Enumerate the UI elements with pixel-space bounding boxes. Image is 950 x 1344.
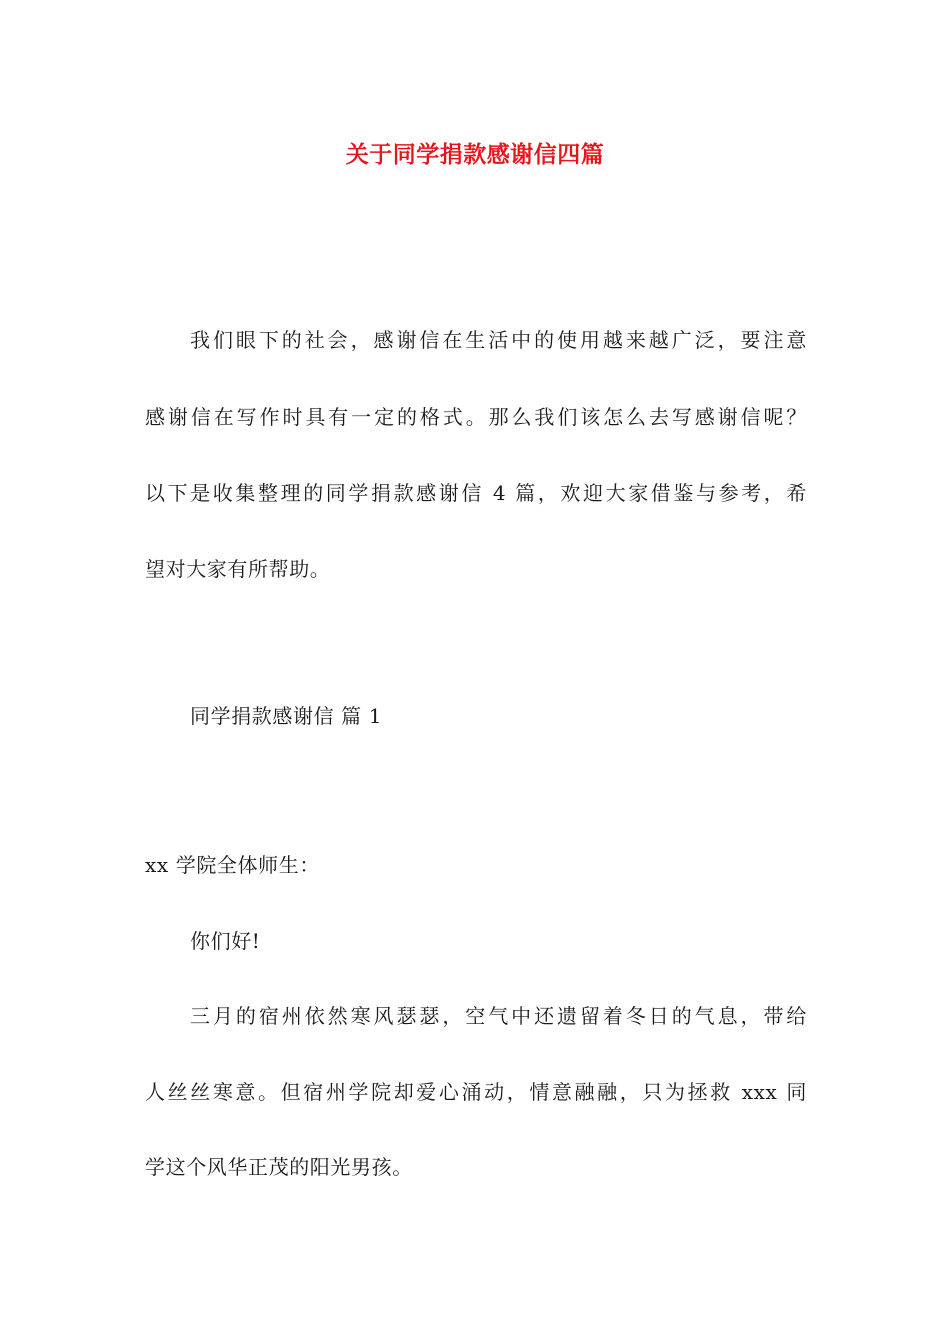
intro-line-4: 望对大家有所帮助。 xyxy=(145,557,331,581)
salutation: xx 学院全体师生： xyxy=(145,853,320,877)
body-line-2: 人丝丝寒意。但宿州学院却爱心涌动，情意融融，只为拯救 xxx 同 xyxy=(145,1080,807,1104)
intro-line-1: 我们眼下的社会，感谢信在生活中的使用越来越广泛，要注意 xyxy=(190,328,807,352)
section-heading: 同学捐款感谢信 篇 1 xyxy=(190,704,383,728)
intro-line-2: 感谢信在写作时具有一定的格式。那么我们该怎么去写感谢信呢？ xyxy=(145,405,807,429)
intro-line-3: 以下是收集整理的同学捐款感谢信 4 篇，欢迎大家借鉴与参考，希 xyxy=(145,481,807,505)
document-title: 关于同学捐款感谢信四篇 xyxy=(345,142,605,168)
body-line-1: 三月的宿州依然寒风瑟瑟，空气中还遗留着冬日的气息，带给 xyxy=(190,1004,807,1028)
body-line-3: 学这个风华正茂的阳光男孩。 xyxy=(145,1155,413,1179)
greeting: 你们好! xyxy=(190,929,261,953)
